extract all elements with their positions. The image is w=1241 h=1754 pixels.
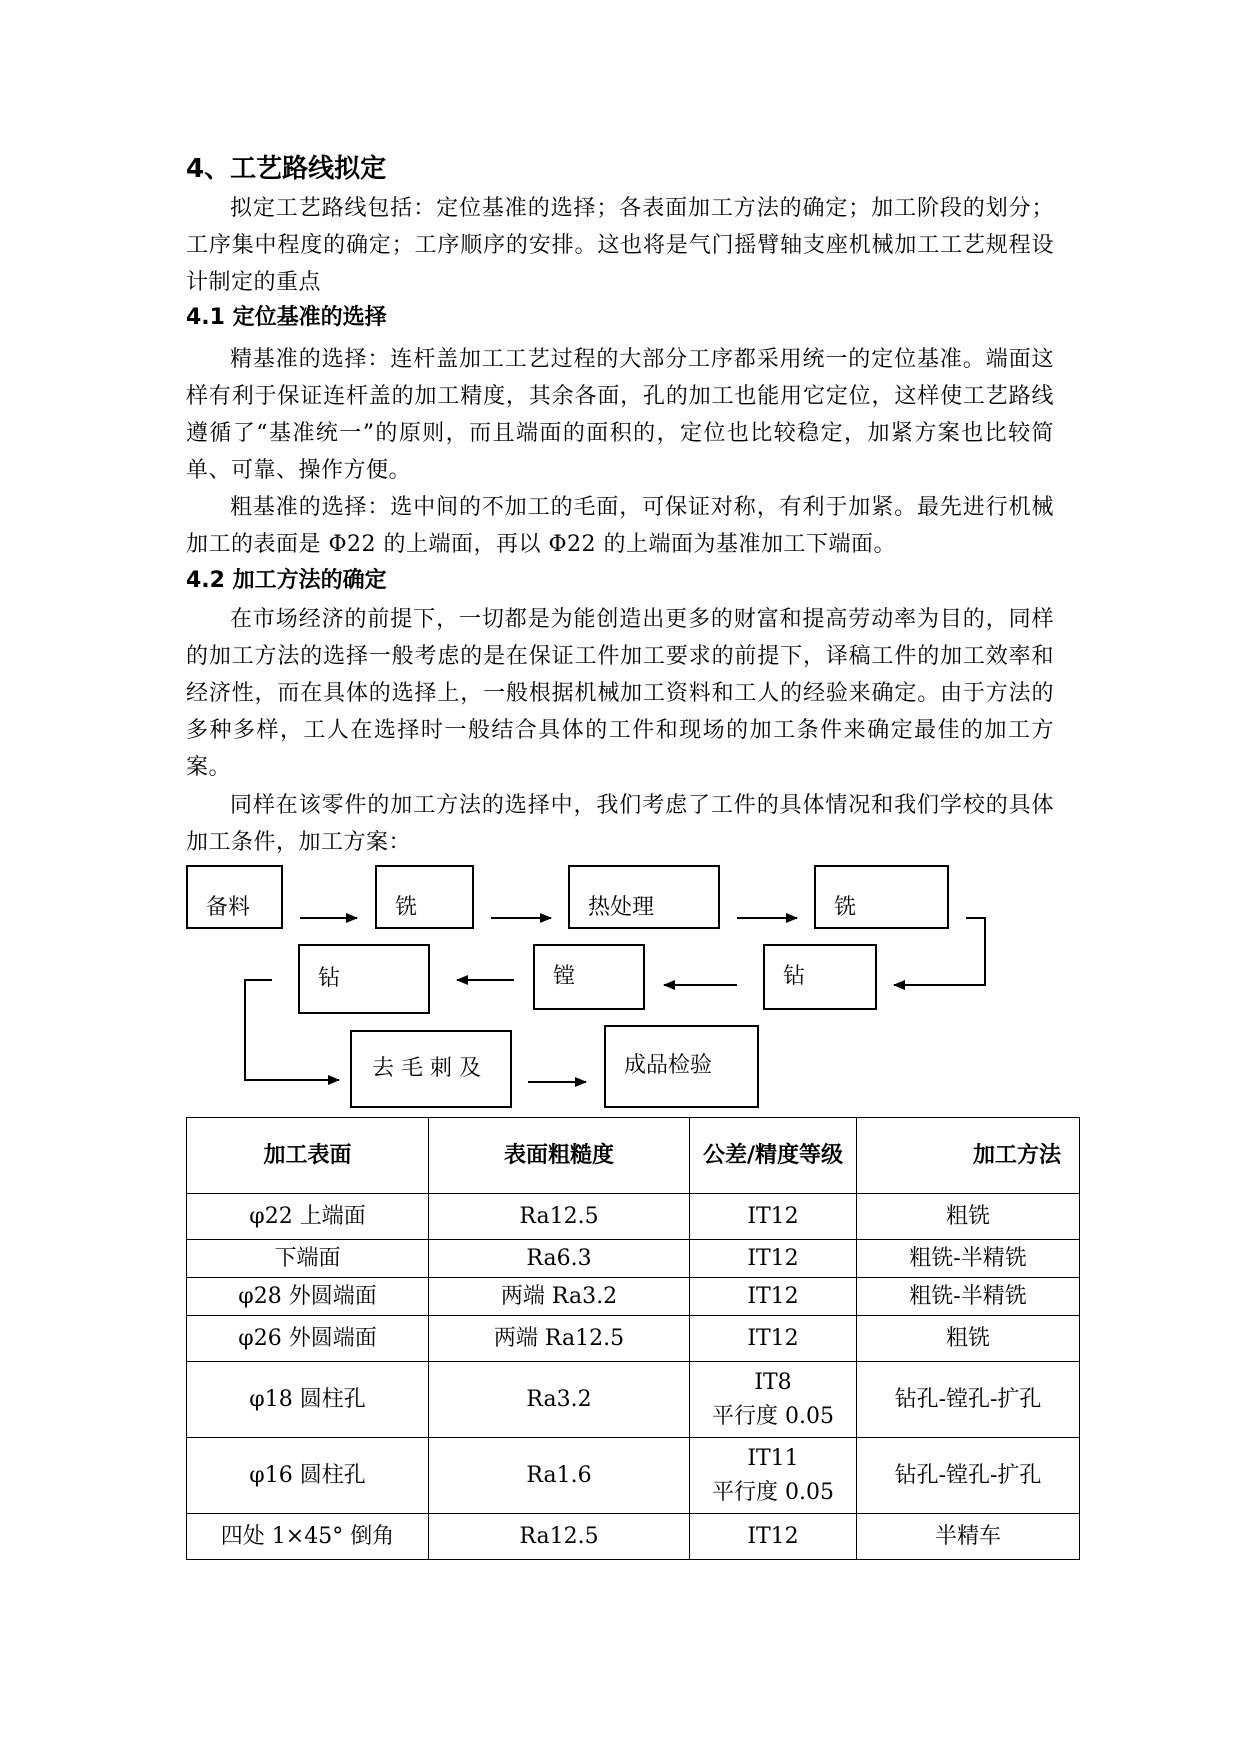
cell-surface: 四处 1×45° 倒角	[187, 1514, 429, 1560]
cell-tolerance: IT12	[690, 1194, 857, 1240]
table-header-row	[187, 1118, 1080, 1194]
table-row	[187, 1278, 1080, 1316]
cell-surface: φ18 圆柱孔	[187, 1362, 429, 1438]
table-row	[187, 1514, 1080, 1560]
cell-method: 粗铣-半精铣	[857, 1240, 1080, 1278]
flow-step-boring: 镗	[533, 944, 645, 1010]
cell-method: 半精车	[857, 1514, 1080, 1560]
header-roughness: 表面粗糙度	[429, 1118, 690, 1194]
flow-step-heat-treatment: 热处理	[568, 865, 720, 929]
header-surface: 加工表面	[187, 1118, 429, 1194]
subsection-title-4-1: 4.1 定位基准的选择	[186, 305, 387, 330]
plan-paragraph: 同样在该零件的加工方法的选择中，我们考虑了工件的具体情况和我们学校的具体加工条件，加工方案：	[186, 793, 1054, 855]
table-row	[187, 1240, 1080, 1278]
method-paragraph: 在市场经济的前提下，一切都是为能创造出更多的财富和提高劳动率为目的，同样的加工方法的选择一般考虑的是在保证工件加工要求的前提下，译稿工件的加工效率和经济性，而在具体的选择上，一般根据机械加工资料和工人的经验来确定。由于方法的多种多样，工人在选择时一般结合具体的工件和现场的加工条件来确定最佳的加工方案。	[186, 607, 1054, 780]
cell-roughness: Ra12.5	[429, 1194, 690, 1240]
rough-datum-paragraph: 粗基准的选择：选中间的不加工的毛面，可保证对称，有利于加紧。最先进行机械加工的表面是 Φ22 的上端面，再以 Φ22 的上端面为基准加工下端面。	[186, 495, 1054, 557]
section-title: 4、工艺路线拟定	[186, 154, 387, 184]
flow-step-drilling-1: 钻	[763, 944, 877, 1010]
table-row	[187, 1194, 1080, 1240]
cell-tolerance-grade: IT11	[747, 1445, 799, 1471]
table-row	[187, 1362, 1080, 1438]
cell-surface: φ22 上端面	[187, 1194, 429, 1240]
cell-roughness: Ra6.3	[429, 1240, 690, 1278]
cell-tolerance-parallelism: 平行度 0.05	[712, 1479, 834, 1505]
cell-roughness: Ra1.6	[429, 1438, 690, 1514]
cell-tolerance-grade: IT8	[754, 1369, 792, 1395]
cell-tolerance	[690, 1362, 857, 1438]
cell-method: 粗铣-半精铣	[857, 1278, 1080, 1316]
cell-roughness: Ra3.2	[429, 1362, 690, 1438]
subsection-title-4-2: 4.2 加工方法的确定	[186, 568, 387, 593]
cell-roughness: 两端 Ra3.2	[429, 1278, 690, 1316]
cell-tolerance: IT12	[690, 1514, 857, 1560]
flow-step-stock: 备料	[186, 865, 283, 929]
cell-surface: φ26 外圆端面	[187, 1316, 429, 1362]
flow-step-deburr: 去 毛 刺 及	[350, 1030, 512, 1108]
cell-surface: φ28 外圆端面	[187, 1278, 429, 1316]
cell-surface: 下端面	[187, 1240, 429, 1278]
cell-tolerance-parallelism: 平行度 0.05	[712, 1403, 834, 1429]
intro-paragraph: 拟定工艺路线包括：定位基准的选择；各表面加工方法的确定；加工阶段的划分；工序集中程度的确定；工序顺序的安排。这也将是气门摇臂轴支座机械加工工艺规程设计制定的重点	[186, 196, 1054, 295]
fine-datum-paragraph: 精基准的选择：连杆盖加工工艺过程的大部分工序都采用统一的定位基准。端面这样有利于保证连杆盖的加工精度，其余各面，孔的加工也能用它定位，这样使工艺路线遵循了“基准统一”的原则，而且端面的面积的，定位也比较稳定，加紧方案也比较简单、可靠、操作方便。	[186, 347, 1054, 483]
cell-method: 钻孔-镗孔-扩孔	[857, 1362, 1080, 1438]
table-row	[187, 1316, 1080, 1362]
cell-tolerance: IT12	[690, 1278, 857, 1316]
flow-step-milling-1: 铣	[375, 865, 474, 929]
header-tolerance: 公差/精度等级	[690, 1118, 857, 1194]
header-method: 加工方法	[857, 1118, 1080, 1194]
cell-tolerance	[690, 1438, 857, 1514]
cell-roughness: Ra12.5	[429, 1514, 690, 1560]
cell-tolerance: IT12	[690, 1316, 857, 1362]
cell-method: 粗铣	[857, 1316, 1080, 1362]
flow-step-milling-2: 铣	[814, 865, 949, 929]
cell-tolerance: IT12	[690, 1240, 857, 1278]
flow-step-drilling-2: 钻	[298, 944, 430, 1014]
process-table	[186, 1117, 1080, 1560]
cell-method: 粗铣	[857, 1194, 1080, 1240]
flow-step-final-inspection: 成品检验	[604, 1025, 759, 1108]
cell-roughness: 两端 Ra12.5	[429, 1316, 690, 1362]
cell-surface: φ16 圆柱孔	[187, 1438, 429, 1514]
table-row	[187, 1438, 1080, 1514]
cell-method: 钻孔-镗孔-扩孔	[857, 1438, 1080, 1514]
